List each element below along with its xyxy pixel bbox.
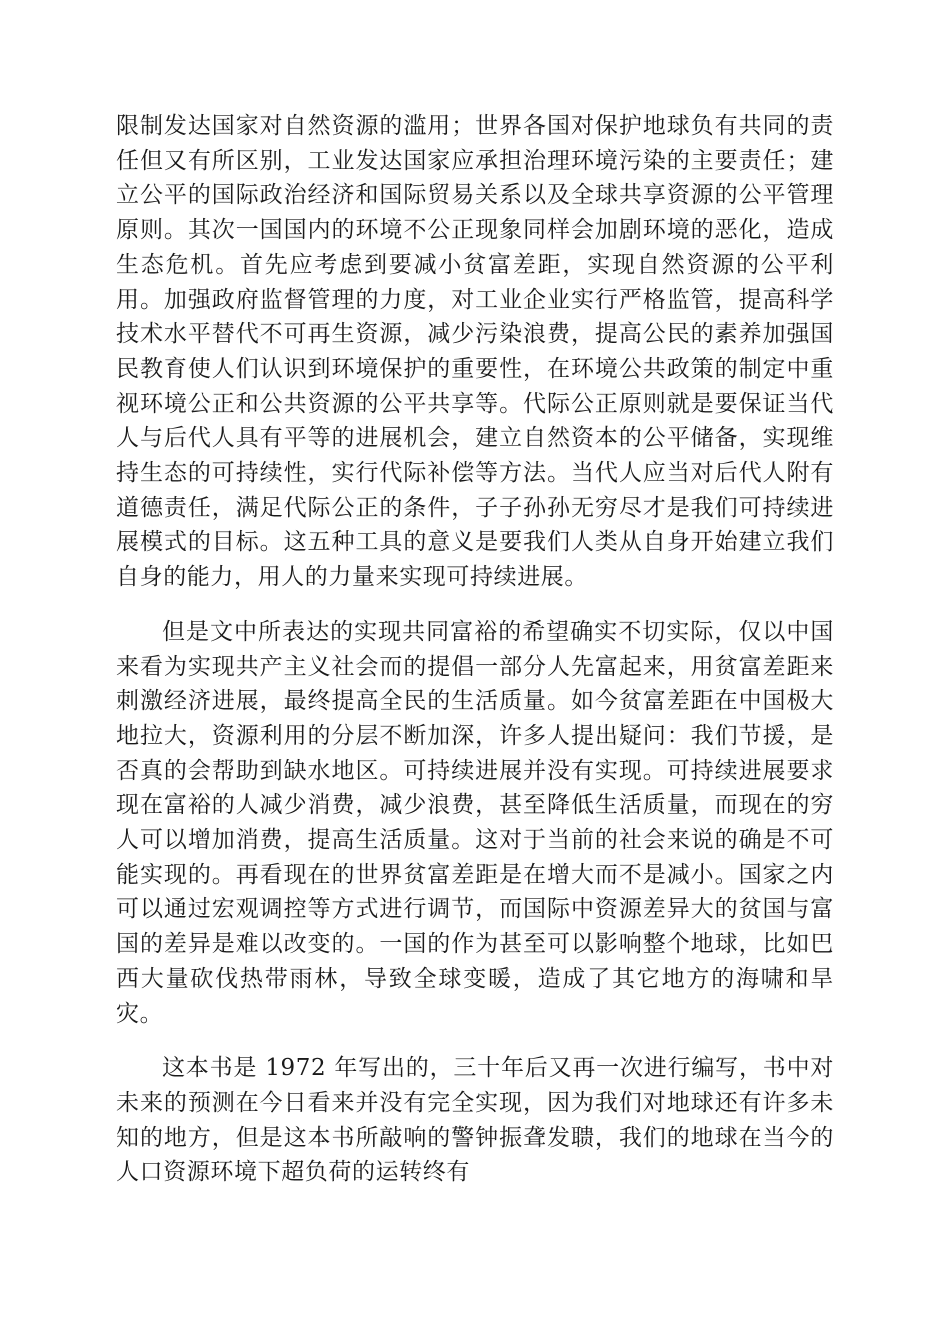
paragraph-2: 但是文中所表达的实现共同富裕的希望确实不切实际，仅以中国来看为实现共产主义社会而的提倡一部分人先富起来，用贫富差距来刺激经济进展，最终提高全民的生活质量。如今贫富差距在中国极大地拉大，资源利用的分层不断加深，许多人提出疑问：我们节援，是否真的会帮助到缺水地区。可持续进展并没有实现。可持续进展要求现在富裕的人减少消费，减少浪费，甚至降低生活质量，而现在的穷人可以增加消费，提高生活质量。这对于当前的社会来说的确是不可能实现的。再看现在的世界贫富差距是在增大而不是减小。国家之内可以通过宏观调控等方式进行调节，而国际中资源差异大的贫国与富国的差异是难以改变的。一国的作为甚至可以影响整个地球，比如巴西大量砍伐热带雨林，导致全球变暖，造成了其它地方的海啸和旱灾。 bbox=[116, 618, 834, 1027]
paragraph-1: 限制发达国家对自然资源的滥用；世界各国对保护地球负有共同的责任但又有所区别，工业发达国家应承担治理环境污染的主要责任；建立公平的国际政治经济和国际贸易关系以及全球共享资源的公平管理原则。其次一国国内的环境不公正现象同样会加剧环境的恶化，造成生态危机。首先应考虑到要减小贫富差距，实现自然资源的公平利用。加强政府监督管理的力度，对工业企业实行严格监管，提高科学技术水平替代不可再生资源，减少污染浪费，提高公民的素养加强国民教育使人们认识到环境保护的重要性，在环境公共政策的制定中重视环境公正和公共资源的公平共享等。代际公正原则就是要保证当代人与后代人具有平等的进展机会，建立自然资本的公平储备，实现维持生态的可持续性，实行代际补偿等方法。当代人应当对后代人附有道德责任，满足代际公正的条件，子子孙孙无穷尽才是我们可持续进展模式的目标。这五种工具的意义是要我们人类从自身开始建立我们自身的能力，用人的力量来实现可持续进展。 bbox=[116, 113, 834, 591]
paragraph-3: 这本书是 1972 年写出的，三十年后又再一次进行编写，书中对未来的预测在今日看来并没有完全实现，因为我们对地球还有许多未知的地方，但是这本书所敲响的警钟振聋发聩，我们的地球在当今的人口资源环境下超负荷的运转终有 bbox=[116, 1055, 834, 1186]
document-body bbox=[116, 109, 834, 1190]
